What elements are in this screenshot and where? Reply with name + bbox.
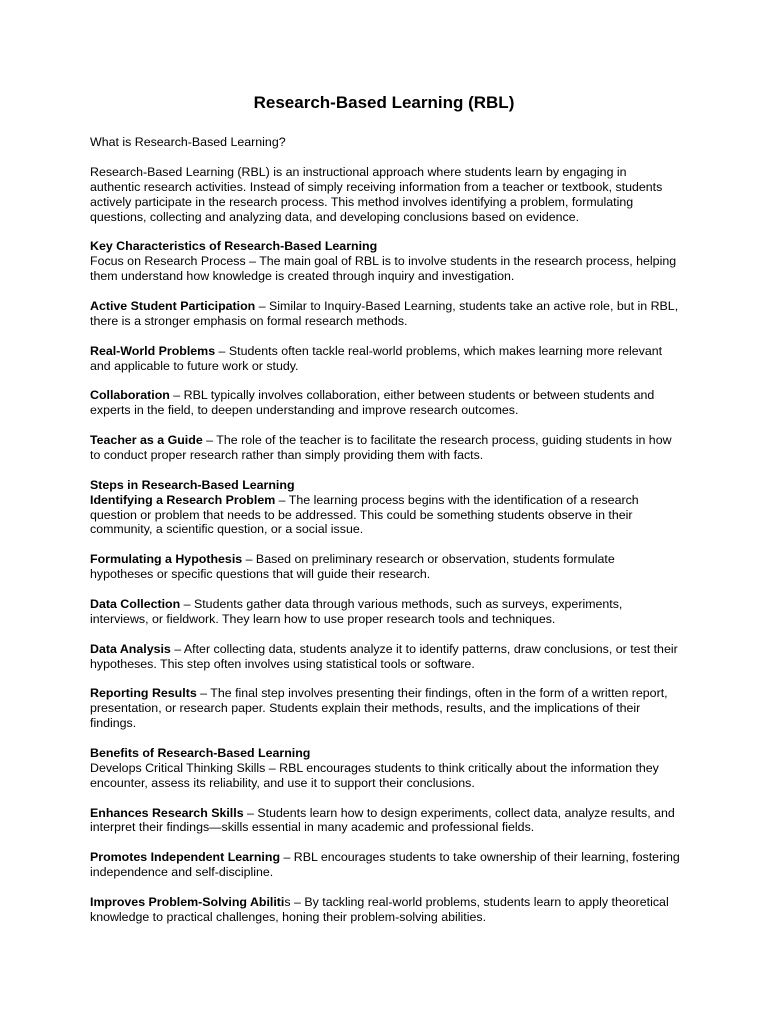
characteristic-term: Collaboration	[90, 388, 170, 403]
benefit-item-text: Develops Critical Thinking Skills – RBL encourages students to think critically about the information they encounter, assess its reliability, and use it to support their conclusions.	[90, 760, 659, 790]
benefits-section	[90, 746, 680, 791]
step-term: Identifying a Research Problem	[90, 492, 276, 507]
characteristics-section	[90, 239, 680, 284]
section-heading-characteristics: Key Characteristics of Research-Based Learning	[90, 239, 378, 254]
benefit-text: – RBL encourages students to take ownership of their learning, fostering independence and self-discipline.	[90, 850, 680, 880]
step-item	[90, 686, 680, 731]
characteristic-item-text: Focus on Research Process – The main goal of RBL is to involve students in the research process, helping them understand how knowledge is created through inquiry and investigation.	[90, 254, 677, 284]
step-item	[90, 552, 680, 582]
step-text: – After collecting data, students analyze it to identify patterns, draw conclusions, or test their hypotheses. This step often involves using statistical tools or software.	[90, 641, 678, 671]
benefit-item	[90, 850, 680, 880]
step-text: – Students gather data through various methods, such as surveys, experiments, interviews, or fieldwork. They learn how to use proper research tools and techniques.	[90, 596, 623, 626]
step-text: – Based on preliminary research or observation, students formulate hypotheses or specific questions that will guide their research.	[90, 552, 615, 582]
characteristic-item	[90, 433, 680, 463]
characteristic-text: – Similar to Inquiry-Based Learning, students take an active role, but in RBL, there is a stronger emphasis on formal research methods.	[90, 298, 679, 328]
step-term: Data Analysis	[90, 641, 171, 656]
characteristic-item	[90, 388, 680, 418]
benefit-item	[90, 895, 680, 925]
characteristic-term: Real-World Problems	[90, 343, 216, 358]
benefit-text: – Students learn how to design experiments, collect data, analyze results, and interpret their findings—skills essential in many academic and professional fields.	[90, 805, 675, 835]
characteristic-term: Active Student Participation	[90, 298, 256, 313]
benefit-term: Improves Problem-Solving Abiliti	[90, 894, 285, 909]
benefit-text: – By tackling real-world problems, students learn to apply theoretical knowledge to practical challenges, honing their problem-solving abilities.	[90, 894, 669, 924]
step-text: – The final step involves presenting their findings, often in the form of a written report, presentation, or research paper. Students explain their methods, results, and the implications of their findings.	[90, 686, 668, 731]
characteristic-text: – RBL typically involves collaboration, either between students or between students and experts in the field, to deepen understanding and improve research outcomes.	[90, 388, 655, 418]
step-item	[90, 642, 680, 672]
steps-section	[90, 478, 680, 538]
section-heading-benefits: Benefits of Research-Based Learning	[90, 745, 311, 760]
step-term: Reporting Results	[90, 686, 197, 701]
intro-paragraph: Research-Based Learning (RBL) is an instructional approach where students learn by engaging in authentic research activities. Instead of simply receiving information from a teacher or textbook, students actively participate in the research process. This method involves identifying a problem, formulating questions, collecting and analyzing data, and developing conclusions based on evidence.	[90, 164, 663, 224]
characteristic-item	[90, 299, 680, 329]
characteristic-item	[90, 344, 680, 374]
page-title: Research-Based Learning (RBL)	[253, 93, 515, 112]
characteristic-term: Teacher as a Guide	[90, 433, 203, 448]
step-term: Formulating a Hypothesis	[90, 552, 243, 567]
benefit-item	[90, 806, 680, 836]
characteristic-text: – The role of the teacher is to facilitate the research process, guiding students in how to conduct proper research rather than simply providing them with facts.	[90, 433, 672, 462]
characteristic-text: – Students often tackle real-world problems, which makes learning more relevant and applicable to future work or study.	[90, 343, 663, 373]
benefit-term: Promotes Independent Learning	[90, 850, 281, 865]
step-term: Data Collection	[90, 596, 181, 611]
document-body	[90, 135, 680, 940]
benefit-term-tail: s	[284, 894, 291, 909]
benefit-term: Enhances Research Skills	[90, 805, 244, 820]
section-heading-steps: Steps in Research-Based Learning	[90, 477, 295, 492]
step-item	[90, 597, 680, 627]
step-text: – The learning process begins with the identification of a research question or problem that needs to be addressed. This could be something students observe in their community, a scientific question, or a social issue.	[90, 492, 639, 537]
intro-question: What is Research-Based Learning?	[90, 135, 286, 149]
